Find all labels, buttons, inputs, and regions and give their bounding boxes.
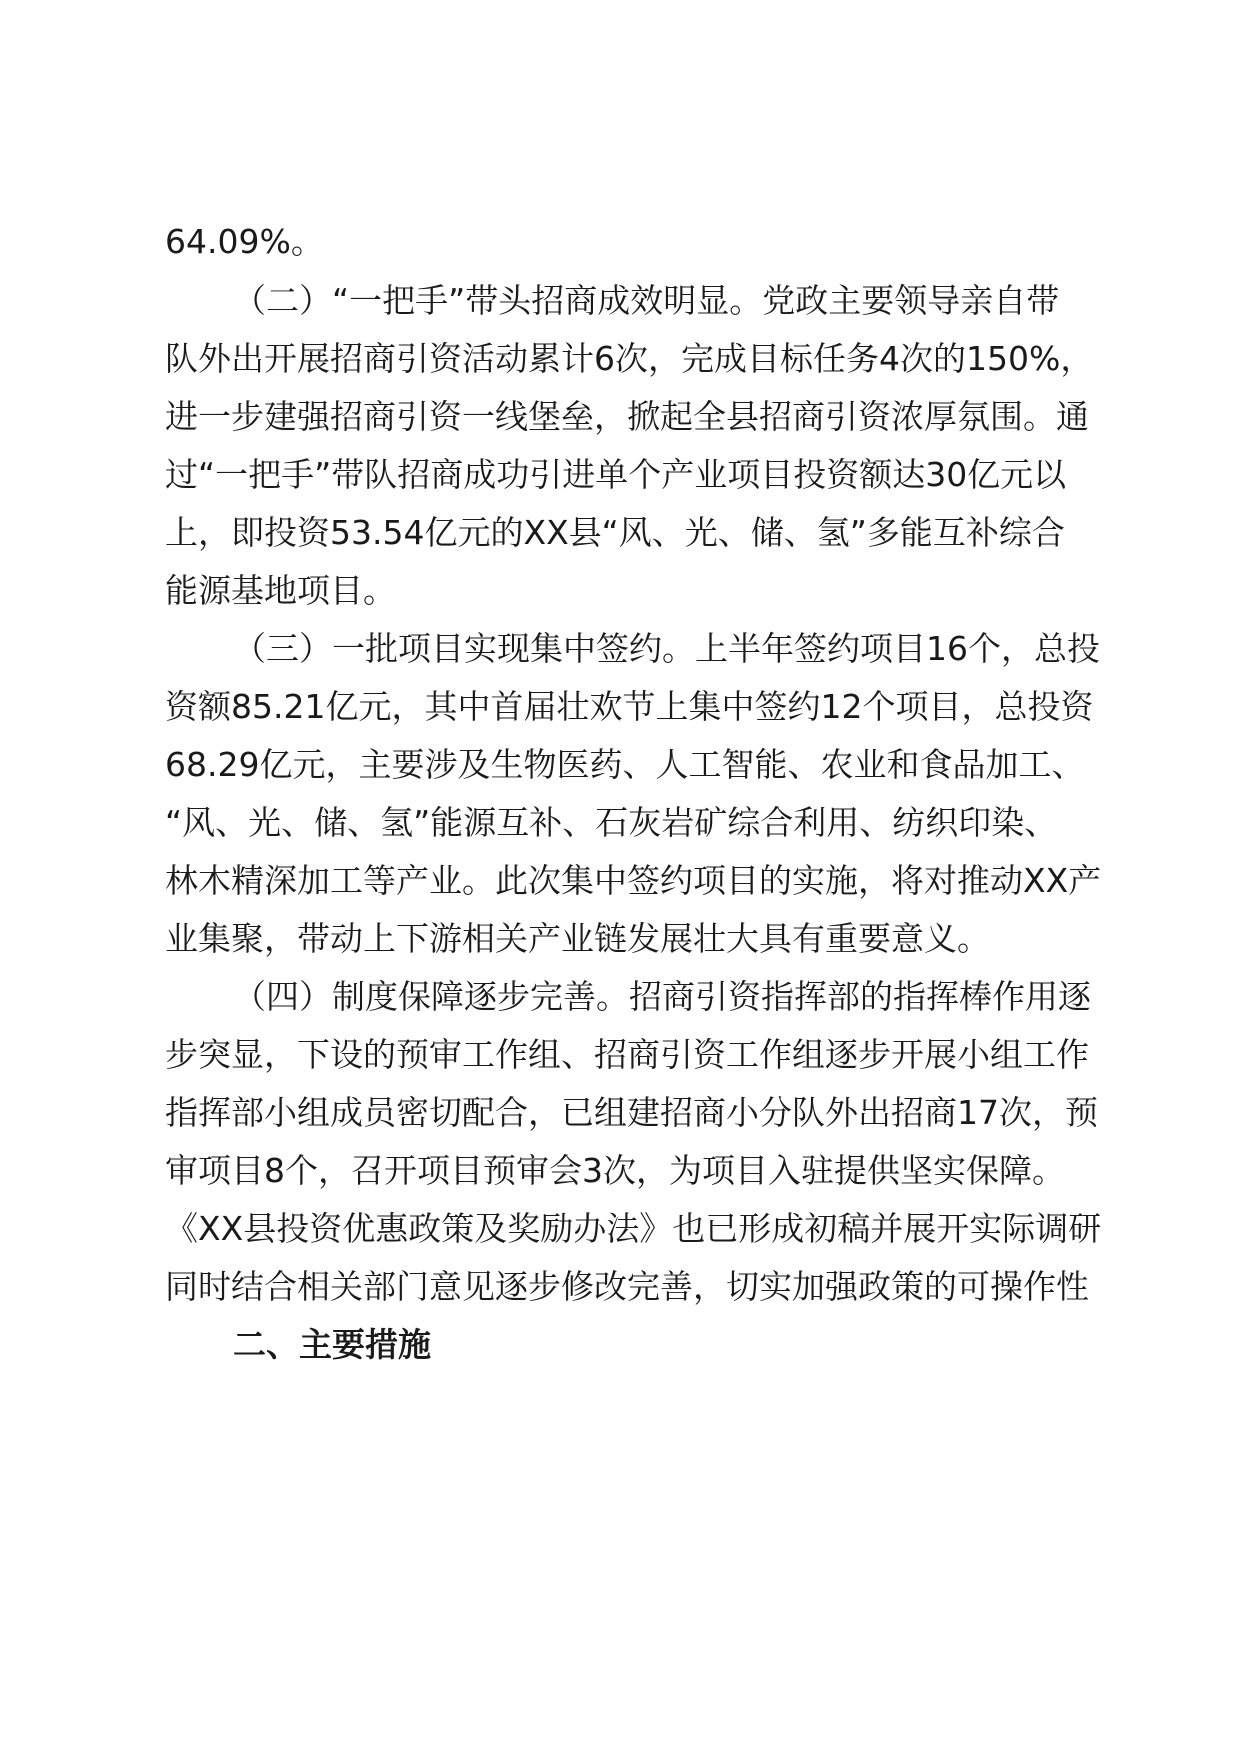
text-line: 68.29亿元，主要涉及生物医药、人工智能、农业和食品加工、	[165, 745, 1085, 784]
paragraph-heading-3: （三）一批项目实现集中签约。上半年签约项目16个，总投	[233, 629, 1100, 668]
section-heading: 二、主要措施	[233, 1325, 431, 1364]
text-line: 同时结合相关部门意见逐步修改完善，切实加强政策的可操作性	[165, 1267, 1089, 1306]
text-line: 队外出开展招商引资活动累计6次，完成目标任务4次的150%，	[165, 339, 1094, 378]
paragraph-heading-4: （四）制度保障逐步完善。招商引资指挥部的指挥棒作用逐	[233, 977, 1091, 1016]
text-line: 64.09%。	[165, 222, 324, 261]
text-line: 业集聚，带动上下游相关产业链发展壮大具有重要意义。	[165, 919, 990, 958]
text-line: 过“一把手”带队招商成功引进单个产业项目投资额达30亿元以	[165, 455, 1067, 494]
text-line: 上，即投资53.54亿元的XX县“风、光、储、氢”多能互补综合	[165, 513, 1065, 552]
paragraph-heading-2: （二）“一把手”带头招商成效明显。党政主要领导亲自带	[233, 281, 1060, 320]
text-line: 指挥部小组成员密切配合，已组建招商小分队外出招商17次，预	[165, 1093, 1098, 1132]
text-line: 林木精深加工等产业。此次集中签约项目的实施，将对推动XX产	[165, 861, 1102, 900]
text-line: 《XX县投资优惠政策及奖励办法》也已形成初稿并展开实际调研	[165, 1209, 1102, 1248]
text-line: 资额85.21亿元，其中首届壮欢节上集中签约12个项目，总投资	[165, 687, 1094, 726]
text-line: 能源基地项目。	[165, 571, 396, 610]
text-line: 步突显，下设的预审工作组、招商引资工作组逐步开展小组工作	[165, 1035, 1089, 1074]
text-line: 进一步建强招商引资一线堡垒，掀起全县招商引资浓厚氛围。通	[165, 397, 1089, 436]
text-line: 审项目8个，召开项目预审会3次，为项目入驻提供坚实保障。	[165, 1151, 1065, 1190]
text-line: “风、光、储、氢”能源互补、石灰岩矿综合利用、纺织印染、	[165, 803, 1058, 842]
